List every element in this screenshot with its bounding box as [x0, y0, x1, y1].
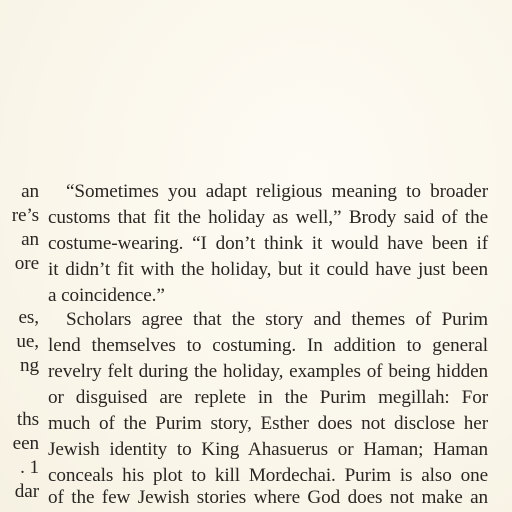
- left-column-line: an: [21, 229, 39, 250]
- paragraph-line: Scholars agree that the story and themes of Purim: [66, 309, 488, 330]
- paragraph-line: or disguised are replete in the Purim megillah: For: [48, 387, 488, 408]
- paragraph-line: a coincidence.”: [48, 285, 165, 306]
- left-column-line: een: [12, 433, 39, 454]
- left-column-line: ue,: [16, 331, 39, 352]
- left-column-line: ore: [14, 253, 39, 274]
- paragraph-line: lend themselves to costuming. In addition to general: [48, 335, 488, 356]
- paragraph-line: costume-wearing. “I don’t think it would have been if: [48, 233, 488, 254]
- left-column-line: ng: [20, 355, 39, 376]
- paragraph-line: of the few Jewish stories where God does not make an: [48, 487, 488, 508]
- left-column-line: ths: [16, 409, 39, 430]
- left-column-line: es,: [18, 307, 39, 328]
- paragraph-line: revelry felt during the holiday, examples of being hidden: [48, 361, 488, 382]
- paragraph-line: much of the Purim story, Esther does not disclose her: [48, 413, 488, 434]
- left-column-line: re’s: [11, 205, 39, 226]
- paragraph-line: “Sometimes you adapt religious meaning to broader: [66, 181, 488, 202]
- paragraph-line: conceals his plot to kill Mordechai. Purim is also one: [48, 465, 488, 486]
- left-column-line: dar: [14, 481, 39, 502]
- left-column-line: . 1: [20, 457, 39, 478]
- paragraph-line: it didn’t fit with the holiday, but it could have just been: [48, 259, 488, 280]
- left-column-line: an: [21, 181, 39, 202]
- paragraph-line: customs that fit the holiday as well,” Brody said of the: [48, 207, 488, 228]
- paragraph-line: Jewish identity to King Ahasuerus or Haman; Haman: [48, 439, 488, 460]
